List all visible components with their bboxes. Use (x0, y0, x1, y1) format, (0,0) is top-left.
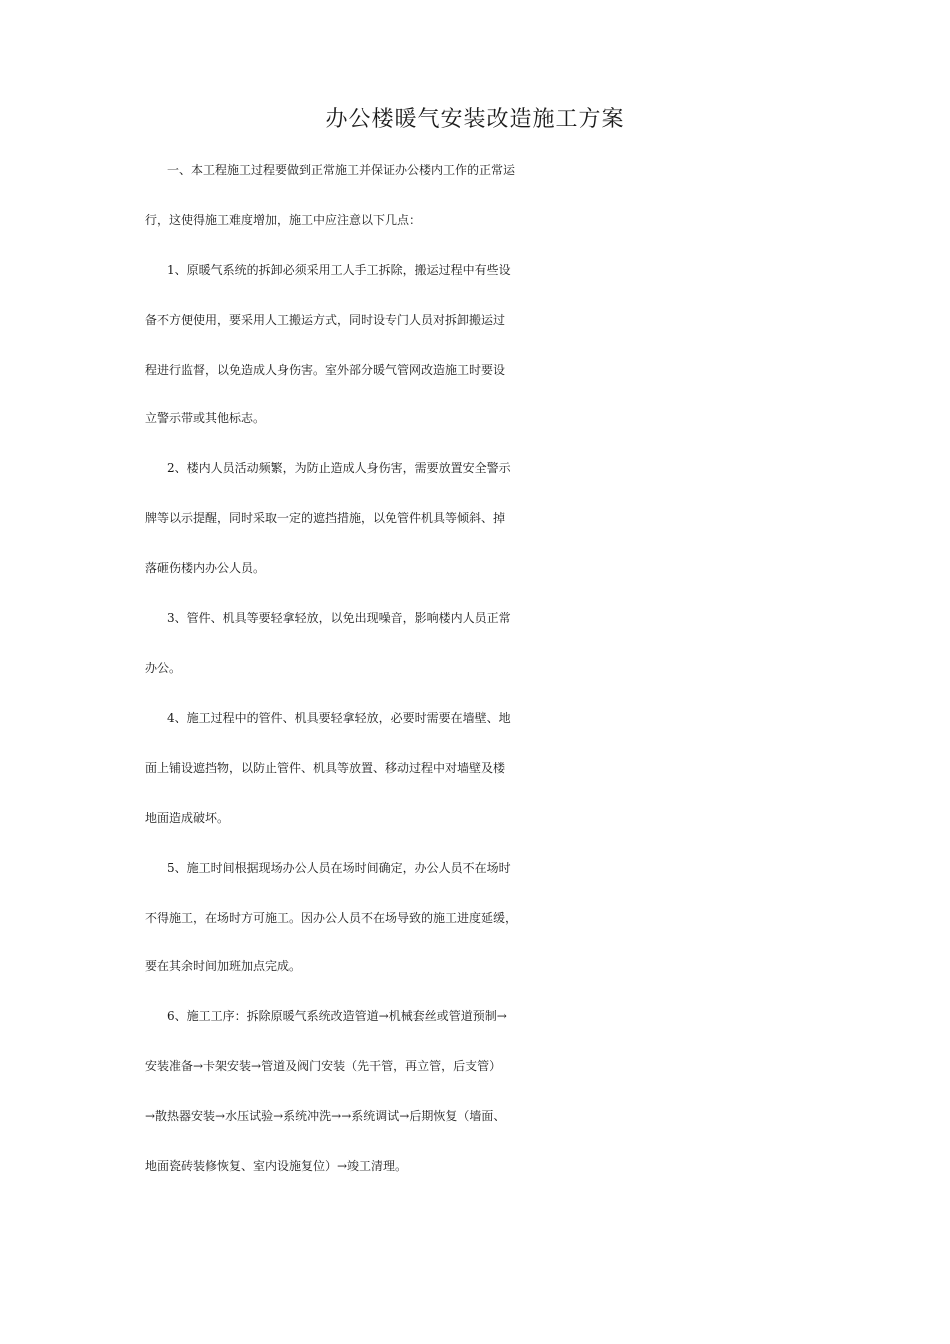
paragraph-line: 2、楼内人员活动频繁，为防止造成人身伤害，需要放置安全警示 (167, 461, 511, 475)
paragraph-line: 程进行监督，以免造成人身伤害。室外部分暖气管网改造施工时要设 (145, 363, 506, 377)
paragraph-line: 备不方便使用，要采用人工搬运方式，同时设专门人员对拆卸搬运过 (145, 313, 506, 327)
paragraph-line: 落砸伤楼内办公人员。 (145, 561, 266, 575)
paragraph-line: 地面瓷砖装修恢复、室内设施复位）→竣工清理。 (145, 1159, 408, 1173)
paragraph-line: 地面造成破坏。 (145, 811, 230, 825)
paragraph-line: 面上铺设遮挡物，以防止管件、机具等放置、移动过程中对墙壁及楼 (145, 761, 506, 775)
paragraph-line: 牌等以示提醒，同时采取一定的遮挡措施，以免管件机具等倾斜、掉 (145, 511, 506, 525)
paragraph-line: 1、原暖气系统的拆卸必须采用工人手工拆除，搬运过程中有些设 (167, 263, 511, 277)
paragraph-line: 安装准备→卡架安装→管道及阀门安装（先干管，再立管，后支管） (145, 1059, 502, 1073)
paragraph-line: 6、施工工序：拆除原暖气系统改造管道→机械套丝或管道预制→ (167, 1009, 507, 1023)
paragraph-line: 要在其余时间加班加点完成。 (145, 959, 302, 973)
paragraph-line: 不得施工，在场时方可施工。因办公人员不在场导致的施工进度延缓， (145, 911, 518, 925)
document-title: 办公楼暖气安装改造施工方案 (325, 107, 625, 132)
paragraph-line: 3、管件、机具等要轻拿轻放，以免出现噪音，影响楼内人员正常 (167, 611, 511, 625)
paragraph-line: 一、本工程施工过程要做到正常施工并保证办公楼内工作的正常运 (167, 163, 516, 177)
paragraph-line: 行，这使得施工难度增加，施工中应注意以下几点： (145, 213, 422, 227)
paragraph-line: 4、施工过程中的管件、机具要轻拿轻放，必要时需要在墙壁、地 (167, 711, 511, 725)
paragraph-line: 立警示带或其他标志。 (145, 411, 266, 425)
paragraph-line: →散热器安装→水压试验→系统冲洗→→系统调试→后期恢复（墙面、 (145, 1109, 506, 1123)
paragraph-line: 5、施工时间根据现场办公人员在场时间确定，办公人员不在场时 (167, 861, 511, 875)
paragraph-line: 办公。 (145, 661, 182, 675)
